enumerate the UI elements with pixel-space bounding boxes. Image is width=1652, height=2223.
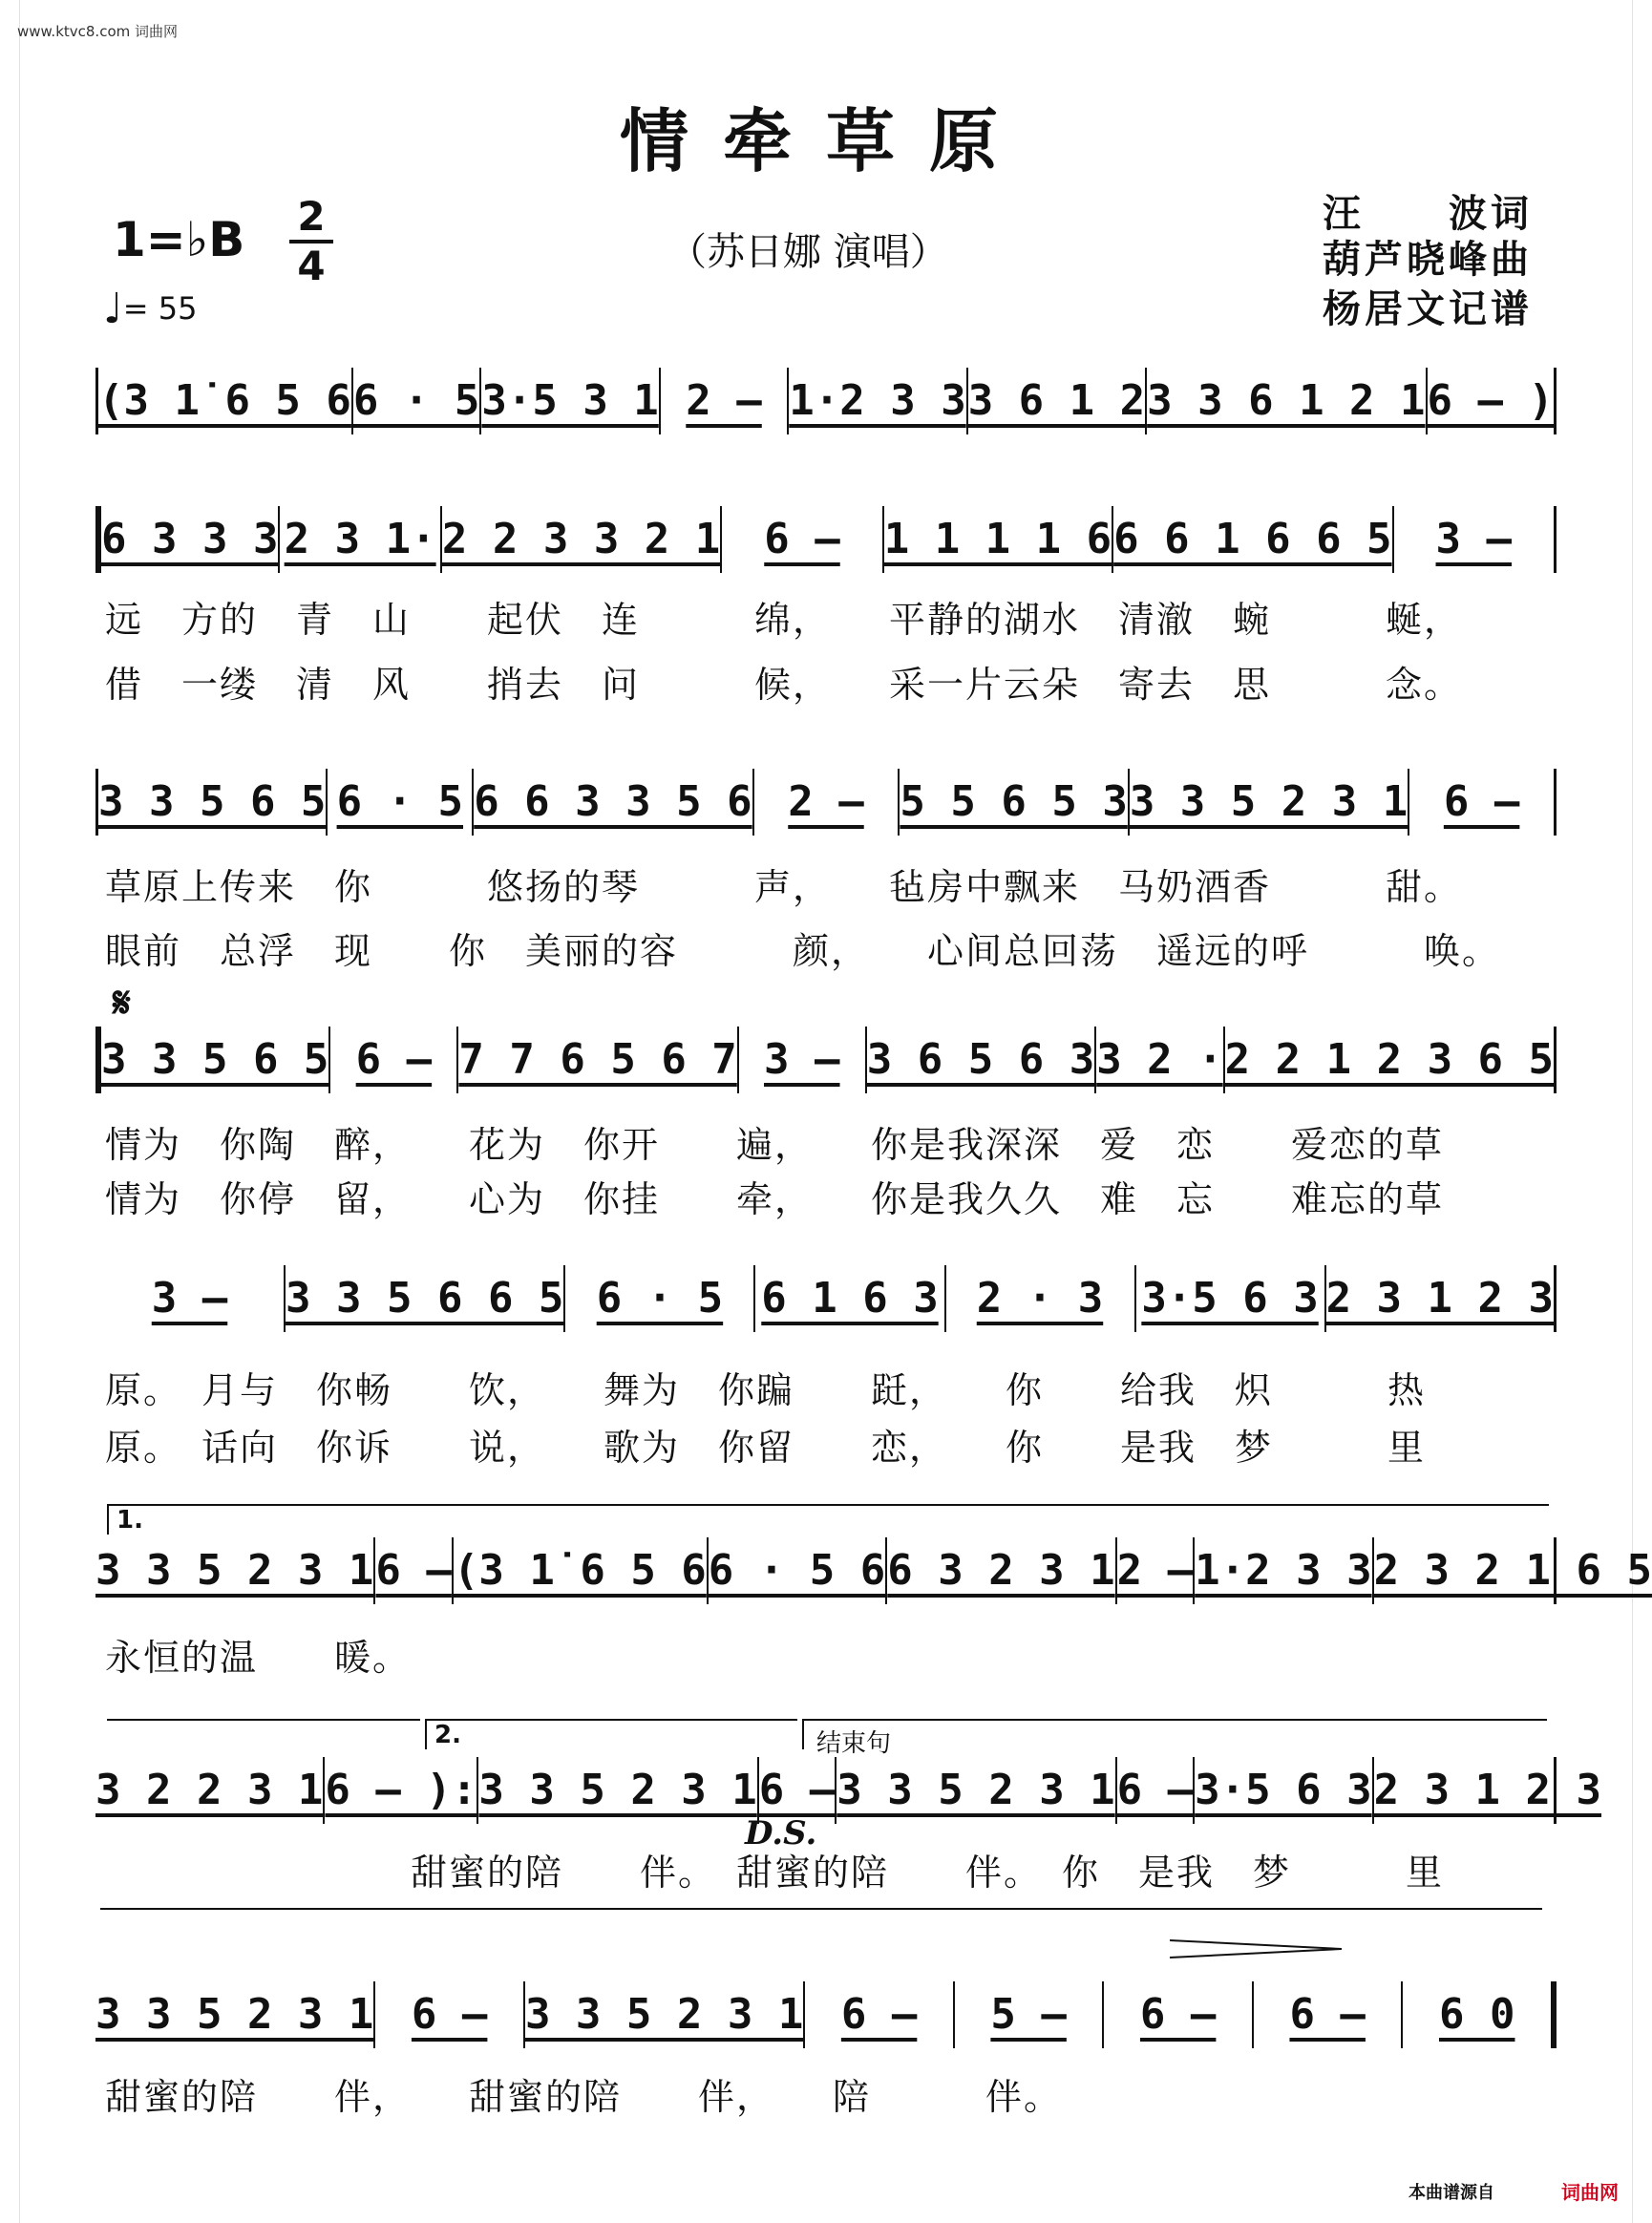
- measure: 6 3 2 3 1: [887, 1537, 1116, 1604]
- measure: 6 · 5 6: [709, 1537, 887, 1604]
- measure: 3 3 5 2 3 1: [1130, 769, 1409, 836]
- measure: 6 6 3 3 5 6: [474, 769, 753, 836]
- measure: 6 –: [1443, 777, 1520, 826]
- measure: 6 –: [375, 1537, 453, 1604]
- footer-brand[interactable]: 词曲网: [1561, 2181, 1619, 2204]
- time-signature-top: 2: [297, 193, 326, 240]
- measure: 6 · 5: [328, 769, 474, 836]
- measure: 6 –: [805, 1981, 955, 2048]
- measure: 6 –: [1254, 1981, 1404, 2048]
- measure: 3 3 5 2 3 1: [837, 1757, 1116, 1824]
- measure: 1·2 3 3: [789, 368, 967, 434]
- measure: 2 · 3: [946, 1265, 1136, 1332]
- lyricist-credit: 汪 波词: [1323, 191, 1533, 236]
- measure: 6 –: [1117, 1757, 1195, 1824]
- volta-1-label: 1.: [116, 1506, 143, 1535]
- score-row-6: [95, 1537, 1652, 1604]
- measure: 1 1 1 1 6: [884, 506, 1113, 573]
- measure: 7 7 6 5 6 7: [458, 1027, 738, 1093]
- measure: 2 3 1·: [280, 506, 441, 573]
- time-signature: [289, 193, 333, 289]
- measure: 6 · 5: [353, 368, 481, 434]
- measure: 2 2 3 3 2 1: [442, 506, 722, 573]
- lyric-line: 眼前 总浮 现 你 美丽的容 颜， 心间总回荡 遥远的呼 唤。: [105, 930, 1501, 972]
- measure: 6 6 1 6 6 5: [1113, 506, 1393, 573]
- score-row-4: [95, 1027, 1557, 1093]
- measure: 6 · 5: [565, 1265, 755, 1332]
- transcriber-credit: 杨居文记谱: [1323, 286, 1533, 331]
- measure: 3 –: [739, 1027, 867, 1093]
- quarter-note-icon: ♩: [103, 285, 123, 333]
- left-edge-line: [19, 0, 20, 2223]
- measure: 3 3 5 6 6 5: [286, 1265, 565, 1332]
- volta-1-continuation: [107, 1719, 420, 1749]
- score-row-1: [95, 368, 1557, 434]
- tempo-marking: [103, 285, 197, 333]
- measure: 6 –: [375, 1981, 525, 2048]
- score-row-5: [95, 1265, 1557, 1332]
- measure: 3 3 5 6 5: [101, 1027, 330, 1093]
- measure: 3 3 5 2 3 1: [478, 1757, 758, 1824]
- singer-credit: （苏日娜 演唱）: [668, 230, 948, 274]
- measure: 1·2 3 3: [1195, 1537, 1373, 1604]
- measure: 2 –: [661, 368, 789, 434]
- measure: 3 2 2 3 1: [95, 1757, 325, 1824]
- measure: 6 –: [1104, 1981, 1254, 2048]
- volta-2-label: 2.: [434, 1721, 461, 1749]
- measure: 6 – ):: [325, 1757, 478, 1824]
- measure: 3 3 6 1 2 1: [1147, 368, 1427, 434]
- measure: 2 2 1 2 3 6 5: [1224, 1035, 1555, 1084]
- measure: 6 –: [330, 1027, 458, 1093]
- tempo-value: = 55: [122, 290, 198, 327]
- measure: 3 –: [95, 1265, 286, 1332]
- key-signature: 1=♭B: [113, 212, 245, 267]
- dal-segno-marking: D.S.: [745, 1814, 817, 1852]
- lyric-line: 原。 话向 你诉 说， 歌为 你留 恋， 你 是我 梦 里: [105, 1427, 1427, 1469]
- score-row-8: [95, 1981, 1557, 2048]
- volta-2-bracket: [425, 1719, 797, 1749]
- measure: (3 1̇ 6 5 6: [454, 1537, 709, 1604]
- measure: 6 – ): [1427, 376, 1554, 425]
- measure: 3 –: [1435, 515, 1512, 563]
- measure: 3·5 6 3: [1195, 1757, 1373, 1824]
- measure: 6 –: [759, 1757, 837, 1824]
- measure: 6 3 3 3: [101, 506, 280, 573]
- lyric-line: 甜蜜的陪 伴。 甜蜜的陪 伴。 你 是我 梦 里: [105, 1852, 1445, 1894]
- lyric-line: 远 方的 青 山 起伏 连 绵， 平静的湖水 清澈 蜿 蜒，: [105, 599, 1463, 641]
- lyric-line: 草原上传来 你 悠扬的琴 声， 毡房中飘来 马奶酒香 甜。: [105, 866, 1463, 908]
- ending-bracket: [802, 1719, 1547, 1749]
- lyric-line: 甜蜜的陪 伴， 甜蜜的陪 伴， 陪 伴。: [105, 2076, 1063, 2118]
- time-signature-bottom: 4: [297, 243, 326, 289]
- diminuendo-icon: [1170, 1938, 1342, 1959]
- lyric-line: 情为 你陶 醉， 花为 你开 遍， 你是我深深 爱 恋 爱恋的草: [105, 1124, 1445, 1166]
- segno-sign: 𝄋: [113, 979, 131, 1027]
- right-edge-line: [1632, 0, 1633, 2223]
- composer-credit: 葫芦晓峰曲: [1323, 237, 1533, 282]
- measure: 2 –: [754, 769, 900, 836]
- measure: 3 6 5 6 3: [867, 1027, 1096, 1093]
- ending-rule: [100, 1908, 1542, 1910]
- measure: 3 3 5 2 3 1: [525, 1981, 805, 2048]
- lyric-line: 借 一缕 清 风 捎去 问 候， 采一片云朵 寄去 思 念。: [105, 664, 1463, 706]
- measure: 2 –: [1117, 1537, 1195, 1604]
- measure: (3 1̇ 6 5 6: [98, 368, 353, 434]
- lyric-line: 情为 你停 留， 心为 你挂 牵， 你是我久久 难 忘 难忘的草: [105, 1178, 1445, 1220]
- measure: 6 0: [1438, 1990, 1515, 2039]
- lyric-line: 永恒的温 暖。: [105, 1637, 412, 1679]
- measure: 2 3 1 2 3: [1325, 1274, 1554, 1323]
- measure: 5 –: [955, 1981, 1105, 2048]
- measure: 5 5 6 5 3: [900, 769, 1129, 836]
- measure: 6 1 6 3: [755, 1265, 945, 1332]
- measure: 6 –: [722, 506, 883, 573]
- score-row-3: [95, 769, 1557, 836]
- measure: 3 6 1 2: [968, 368, 1147, 434]
- footer-source: 本曲谱源自: [1408, 2183, 1494, 2203]
- song-title: 情牵草原: [619, 100, 1032, 181]
- measure: 2 3 1 2 3: [1373, 1766, 1602, 1814]
- measure: 3·5 6 3: [1136, 1265, 1326, 1332]
- score-row-2: [95, 506, 1557, 573]
- measure: 3 3 5 2 3 1: [95, 1537, 375, 1604]
- score-row-7: [95, 1757, 1602, 1824]
- measure: 3 3 5 2 3 1: [95, 1981, 375, 2048]
- measure: 3 3 5 6 5: [98, 769, 328, 836]
- volta-1-bracket: [107, 1504, 1549, 1535]
- measure: 3 2 ·: [1096, 1027, 1224, 1093]
- measure: 3·5 3 1: [481, 368, 660, 434]
- measure: 2 3 2 1 6 5: [1373, 1546, 1652, 1595]
- site-url: www.ktvc8.com 词曲网: [17, 23, 179, 40]
- lyric-line: 原。 月与 你畅 饮， 舞为 你蹁 跹， 你 给我 炽 热: [105, 1369, 1427, 1411]
- ending-label: 结束句: [816, 1729, 892, 1758]
